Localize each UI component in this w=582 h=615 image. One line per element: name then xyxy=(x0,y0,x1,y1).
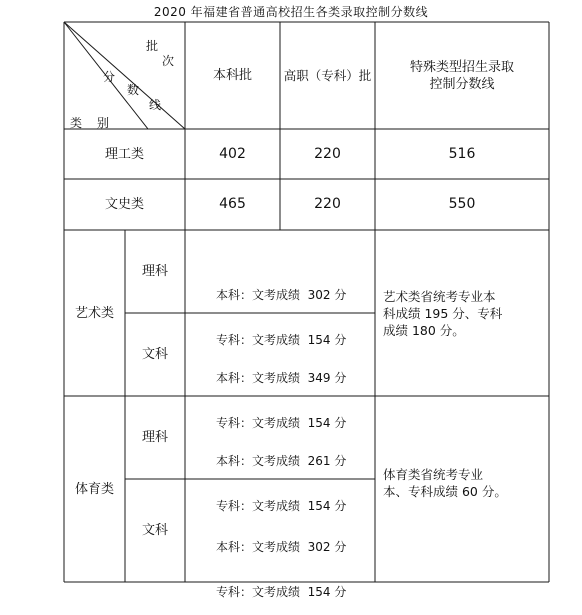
column-header-benke: 本科批 xyxy=(212,68,252,83)
column-header-special-line1: 特殊类型招生录取 xyxy=(409,59,514,75)
group-category-tiyu: 体育类 xyxy=(74,481,114,497)
score-line: 专科：文考成绩 154 分 xyxy=(216,585,347,599)
note-line: 科成绩 195 分、专科 xyxy=(383,306,503,321)
subject-tiyu-wenke: 文科 xyxy=(141,523,168,538)
column-header-gaozhi: 高职（专科）批 xyxy=(283,68,372,83)
score-line: 专科：文考成绩 154 分 xyxy=(216,499,347,513)
subject-yishu-like: 理科 xyxy=(141,264,168,279)
note-line: 艺术类省统考专业本 xyxy=(383,289,496,304)
corner-word-lei: 类 xyxy=(70,116,83,130)
corner-word-pi: 批 xyxy=(146,39,159,53)
corner-word-ci: 次 xyxy=(162,54,175,68)
note-line: 成绩 180 分。 xyxy=(383,323,465,338)
cell-ligong-gaozhi: 220 xyxy=(314,145,341,162)
cell-wenshi-gaozhi: 220 xyxy=(314,196,341,212)
cell-wenshi-special: 550 xyxy=(448,196,476,212)
score-line: 本科：文考成绩 349 分 xyxy=(216,371,347,385)
row-category-wenshi: 文史类 xyxy=(104,197,144,212)
row-category-ligong: 理工类 xyxy=(104,146,144,162)
corner-word-bie: 别 xyxy=(97,116,110,130)
score-line: 本科：文考成绩 302 分 xyxy=(216,288,347,302)
cell-ligong-special: 516 xyxy=(448,145,476,162)
subject-tiyu-like: 理科 xyxy=(141,430,168,445)
score-line: 专科：文考成绩 154 分 xyxy=(216,416,347,430)
cell-ligong-benke: 402 xyxy=(219,145,246,162)
score-line: 本科：文考成绩 261 分 xyxy=(216,454,347,468)
corner-word-shu: 数 xyxy=(127,83,140,97)
corner-word-fen: 分 xyxy=(103,70,116,84)
score-tiyu-wenke xyxy=(216,510,346,615)
cell-wenshi-benke: 465 xyxy=(219,196,246,212)
subject-yishu-wenke: 文科 xyxy=(141,347,168,362)
note-tiyu xyxy=(383,466,545,500)
diagonal-line-upper xyxy=(64,22,185,129)
note-line: 体育类省统考专业 xyxy=(383,467,484,482)
note-yishu xyxy=(383,288,545,339)
score-line: 本科：文考成绩 302 分 xyxy=(216,540,347,554)
column-header-special-line2: 控制分数线 xyxy=(429,76,495,92)
page-title: 2020 年福建省普通高校招生各类录取控制分数线 xyxy=(153,5,429,19)
column-header-special xyxy=(375,22,549,129)
group-category-yishu: 艺术类 xyxy=(74,305,114,321)
note-line: 本、专科成绩 60 分。 xyxy=(383,484,507,499)
score-line: 专科：文考成绩 154 分 xyxy=(216,333,347,347)
corner-word-xian: 线 xyxy=(149,98,162,112)
